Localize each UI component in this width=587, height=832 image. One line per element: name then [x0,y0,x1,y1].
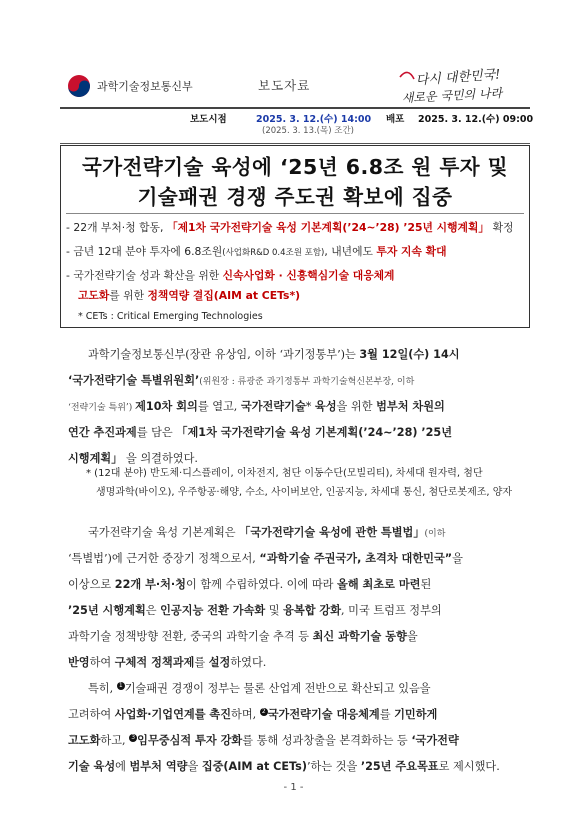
paragraph-3: 특히, 1 기술패권 경쟁이 정부는 물론 산업계 전반으로 확산되고 있음을 고려하여 사업화·기업연계를 촉진하며, 2 국가전략기술 대응체계를 기민하게 고도화하고, 3 임무중심적 투자 강화를 통해 성과창출을 본격화하는 등 ‘국가전략 기술 육성에 범부처 역량을 집중(AIM at CETs)’하는 것을 ’25년 주요목표로 제시했다. [68,682,500,773]
paragraph-2: 국가전략기술 육성 기본계획은 「국가전략기술 육성에 관한 특별법」(이하 ‘특별법’)에 근거한 중장기 정책으로서, “과학기술 주권국가, 초격차 대한민국”을 이상으로 22개 부·처·청이 함께 수립하였다. 이에 따라 올해 최초로 마련된 ’25년 시행계획은 인공지능 전환 가속화 및 융복합 강화, 미국 트럼프 정부의 과학기술 정책방향 전환, 중국의 과학기술 추격 등 최신 과학기술 동향을 반영하여 구체적 정책과제를 설정하였다. [68,526,463,669]
cets-footnote: * CETs : Critical Emerging Technologies [78,311,263,322]
circled-number-3: 3 [129,734,137,742]
svg-text:새로운 국민의 나라: 새로운 국민의 나라 [401,86,503,106]
embargo-time: 2025. 3. 12.(수) 14:00 [256,114,372,125]
document-type-label: 보도자료 [258,78,311,93]
meta-divider [60,143,530,144]
release-time: 2025. 3. 12.(수) 09:00 [418,114,534,125]
taegeuk-emblem-icon [67,74,91,98]
summary-bullet-3: - 국가전략기술 성과 확산을 위한 신속사업화 · 신흥핵심기술 대응체계 [66,269,395,282]
paragraph-1: 과학기술정보통신부(장관 유상임, 이하 ‘과기정통부’)는 3월 12일(수) 14시 ‘국가전략기술 특별위원회’(위원장 : 류광준 과기정통부 과학기술혁신본부장, 이하 ‘전략기술 특위’) 제10차 회의를 열고, 국가전략기술* 육성을 위한 범부처 차원의 연간 추진과제를 담은 「제1차 국가전략기술 육성 기본계획(’24~’28) ’25년 시행계획」 을 의결하였다. [68,348,460,465]
summary-bullet-1: - 22개 부처·청 합동, 「제1차 국가전략기술 육성 기본계획(’24~’28) ’25년 시행계획」 확정 [66,221,514,234]
sectors-note: * (12대 분야) 반도체·디스플레이, 이차전지, 첨단 이동수단(모빌리티), 차세대 원자력, 첨단 생명과학(바이오), 우주항공·해양, 수소, 사이버보안, 인공지능, 차세대 통신, 첨단로봇제조, 양자 [86,468,513,498]
headline-line-1: 국가전략기술 육성에 ‘25년 6.8조 원 투자 및 [82,155,508,179]
release-label: 배포 [386,114,405,125]
ministry-logo [67,70,207,102]
summary-bullet-3-continued: 고도화를 위한 정책역량 결집(AIM at CETs*) [78,289,301,302]
circled-number-2: 2 [260,708,268,716]
svg-text:다시 대한민국!: 다시 대한민국! [415,67,501,89]
headline-line-2: 기술패권 경쟁 주도권 확보에 집중 [137,185,453,209]
circled-number-1: 1 [117,682,125,690]
page-number: - 1 - [283,782,304,793]
embargo-label: 보도시점 [190,114,227,125]
headline-rule [66,213,524,214]
summary-bullet-2: - 금년 12대 분야 투자에 6.8조원(사업화R&D 0.4조원 포함), 내년에도 투자 지속 확대 [66,245,447,258]
header-divider [60,107,530,109]
ministry-name: 과학기술정보통신부 [97,80,193,93]
embargo-subtime: (2025. 3. 13.(목) 조간) [262,126,354,136]
slogan-handwriting [394,64,534,106]
